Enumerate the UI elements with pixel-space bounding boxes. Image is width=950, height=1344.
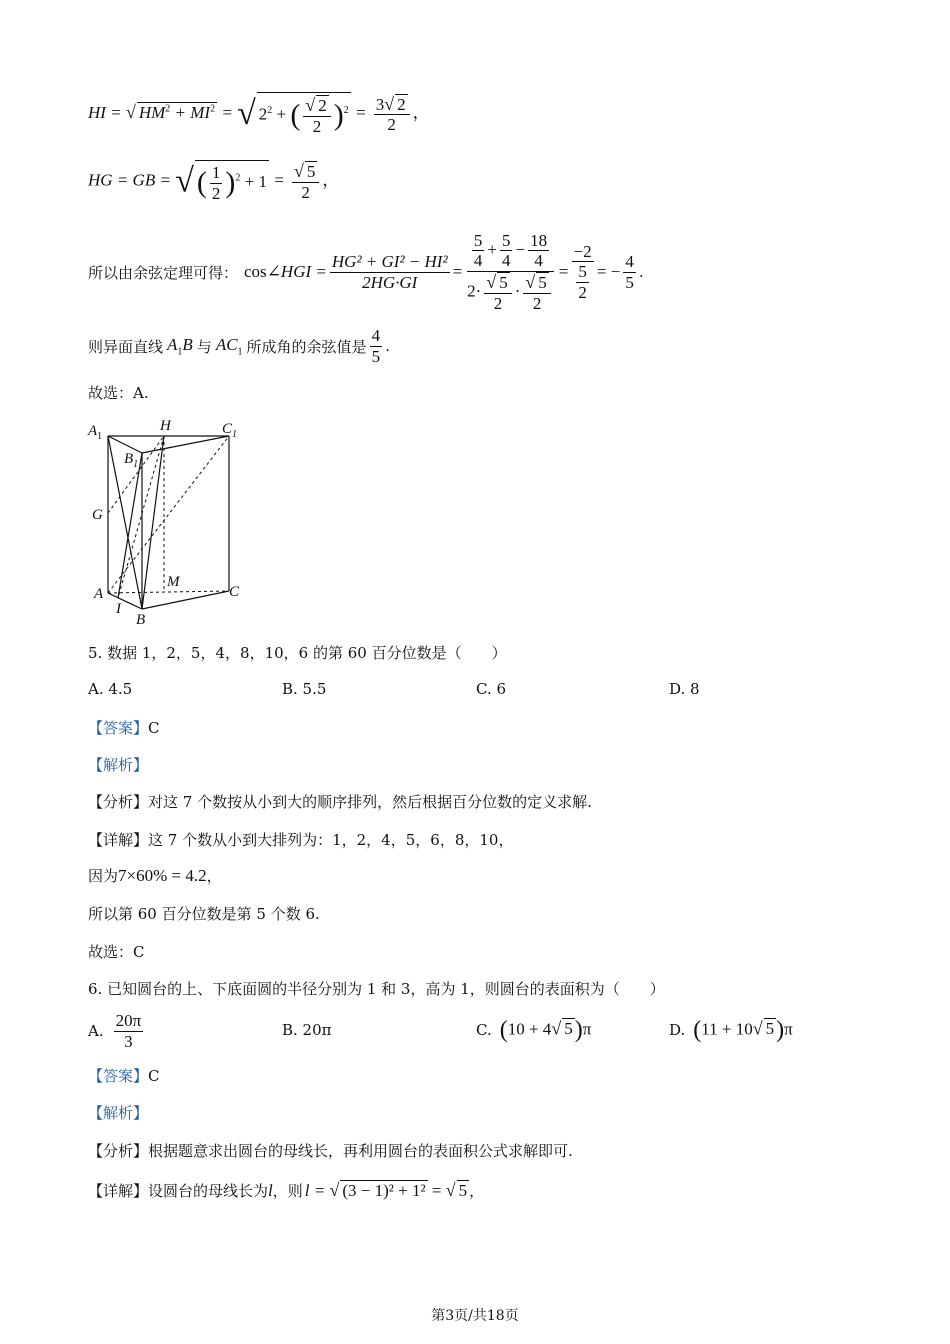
equation-hg: HG = GB = √ ( $\frac{1}{2}$ )$^2$ + 1 = $\frac{√ 5}{2}$ ， (88, 160, 340, 203)
label-c: C (229, 584, 240, 600)
edge-b-c (142, 591, 229, 609)
segment-h-b (142, 436, 164, 609)
q5-option-b: B. 5.5 (282, 680, 327, 698)
q5-fenxi: 【分析】对这 7 个数按从小到大的顺序排列，然后根据百分位数的定义求解. (88, 793, 592, 811)
q5-option-d: D. 8 (669, 680, 700, 698)
q5-so: 所以第 60 百分位数是第 5 个数 6. (88, 905, 320, 923)
cosine-result: $\frac{4}{5}$ (625, 251, 634, 292)
label-i: I (116, 601, 121, 617)
q6-answer: 【答案】C (88, 1067, 160, 1085)
label-c1: $C_1$ (222, 421, 238, 440)
q6-fenxi: 【分析】根据题意求出圆台的母线长，再利用圆台的表面积公式求解即可. (88, 1142, 573, 1160)
q6-stem: 6. 已知圆台的上、下底面圆的半径分别为 1 和 3，高为 1，则圆台的表面积为（ ） (88, 980, 665, 998)
cosine-law-line: 所以由余弦定理可得： cos∠HGI = $\frac{\text{HG² + GI² − HI²}}{2HG\cdot GI}$ = $\frac{5}{4}$ + $\frac{5}{4}$ − $\frac{18}{4}$ 2· $\frac{√ 5}{2}$ · $\frac{√ 5}{2}$ = $\frac{-2}{\frac{5}{2}}$ = − $\frac{4}{5}$ . (88, 230, 644, 313)
label-a: A (94, 586, 104, 602)
label-a1: $A_1$ (88, 423, 103, 442)
label-g: G (92, 507, 103, 523)
equation-hi: HI = √ $HM^2 + MI^2$ = √ $2^2$ + ( $\frac{√ 2}{2}$ )$^2$ = $\frac{3√ 2}{2}$ ， (88, 93, 430, 136)
q5-answer: 【答案】C (88, 719, 160, 737)
edge-a-c-dashed (108, 591, 229, 593)
cosine-fraction: $\frac{\text{HG² + GI² − HI²}}{2HG\cdot GI}$ (331, 251, 448, 292)
q6-option-b: B. 20π (282, 1021, 332, 1039)
prism-figure (86, 413, 256, 628)
page-footer: 第3页/共18页 (431, 1308, 519, 1324)
q5-because: 因为7×60% = 4.2， (88, 866, 222, 885)
q5-option-c: C. 6 (476, 680, 507, 698)
q5-choose: 故选：C (88, 943, 145, 961)
conclusion-line: 则异面直线 $A_1B$ 与 $AC_1$ 所成角的余弦值是 $\frac{4}{5}$ . (88, 325, 390, 366)
label-h: H (160, 418, 171, 434)
segment-b1-i (118, 453, 142, 598)
q5-analysis-tag: 【解析】 (88, 756, 149, 774)
edge-b1-c1 (142, 436, 229, 453)
label-b1: $B_1$ (124, 451, 139, 470)
cosine-numeric-fraction: $\frac{5}{4}$ + $\frac{5}{4}$ − $\frac{18}{4}$ 2· $\frac{√ 5}{2}$ · $\frac{√ 5}{2}$ (465, 231, 556, 313)
q6-option-a: A. $\frac{20\pi}{3}$ (88, 1010, 142, 1051)
choose-a: 故选：A. (88, 384, 149, 402)
q6-option-c: C. (10 + 4√ 5)π (476, 1016, 592, 1043)
q6-analysis-tag: 【解析】 (88, 1104, 149, 1122)
q6-option-d: D. (11 + 10√ 5)π (669, 1016, 793, 1043)
q5-xiangjie: 【详解】这 7 个数从小到大排列为：1，2，4，5，6，8，10， (88, 831, 514, 849)
label-b: B (136, 612, 146, 628)
edge-a-b (108, 593, 142, 609)
q6-xiangjie: 【详解】 设圆台的母线长为 l ，则 l = √ (3 − 1)² + 1² = √ 5 ， (88, 1180, 485, 1200)
label-m: M (167, 574, 180, 590)
q5-option-a: A. 4.5 (88, 680, 133, 698)
q5-stem: 5. 数据 1，2，5，4，8，10，6 的第 60 百分位数是（ ） (88, 644, 507, 662)
